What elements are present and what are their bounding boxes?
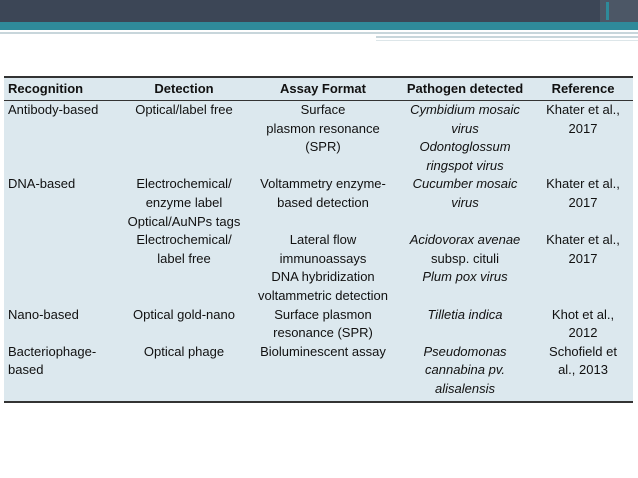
- table-row: [4, 231, 633, 305]
- header-pathogen: Pathogen detected: [397, 78, 533, 101]
- header-rule-short-2: [376, 40, 638, 41]
- cell-recognition: [4, 231, 119, 305]
- cell-detection: Optical gold-nano: [133, 306, 235, 322]
- cell-recognition: Bacteriophage- based: [8, 343, 97, 378]
- cell-detection: Electrochemical/ enzyme label Optical/AuNPs tags: [127, 176, 241, 229]
- cell-reference: Schofield et al., 2013: [549, 343, 617, 378]
- cell-pathogen: Cucumber mosaic virus: [412, 176, 518, 210]
- header-assay-format: Assay Format: [249, 78, 397, 101]
- cell-assay-format: Lateral flow immunoassays DNA hybridization voltammetric detection: [257, 232, 389, 303]
- table-row: [4, 175, 633, 231]
- header-rule-short: [376, 36, 638, 38]
- header-detection: Detection: [119, 78, 249, 101]
- header-band-dark: [0, 0, 600, 22]
- table-header-row: [4, 78, 633, 101]
- table-row: [4, 343, 633, 401]
- cell-assay-format: Bioluminescent assay: [260, 343, 386, 359]
- cell-assay-format: Surface plasmon resonance (SPR): [266, 102, 380, 155]
- cell-recognition: DNA-based: [8, 176, 76, 192]
- header-reference: Reference: [533, 78, 633, 101]
- header-band-accent: [0, 22, 638, 30]
- table-row: [4, 101, 633, 176]
- cell-pathogen: Pseudomonas cannabina pv. alisalensis: [423, 343, 507, 396]
- cell-assay-format: Surface plasmon resonance (SPR): [273, 306, 373, 341]
- cell-reference: Khater et al., 2017: [546, 176, 620, 210]
- cell-pathogen: Cymbidium mosaic virus Odontoglossum ringspot virus: [410, 102, 520, 173]
- cell-assay-format: Voltammetry enzyme- based detection: [260, 176, 386, 210]
- header-rule: [0, 32, 638, 34]
- cell-recognition: Antibody-based: [8, 102, 99, 117]
- cell-pathogen: Acidovorax avenae subsp. cituli Plum pox virus: [409, 232, 521, 285]
- header-recognition: Recognition: [4, 78, 119, 101]
- cell-detection: Optical phage: [143, 343, 225, 359]
- cell-pathogen: Tilletia indica: [427, 306, 503, 322]
- header-band-notch: [606, 2, 609, 20]
- cell-detection: Electrochemical/ label free: [136, 232, 232, 266]
- cell-recognition: Nano-based: [8, 306, 79, 322]
- biosensor-table: [4, 76, 633, 403]
- cell-reference: Khater et al., 2017: [546, 232, 620, 266]
- cell-reference: Khot et al., 2012: [551, 306, 615, 341]
- cell-reference: Khater et al., 2017: [546, 102, 620, 136]
- table-row: [4, 306, 633, 343]
- cell-detection: Optical/label free: [135, 102, 233, 117]
